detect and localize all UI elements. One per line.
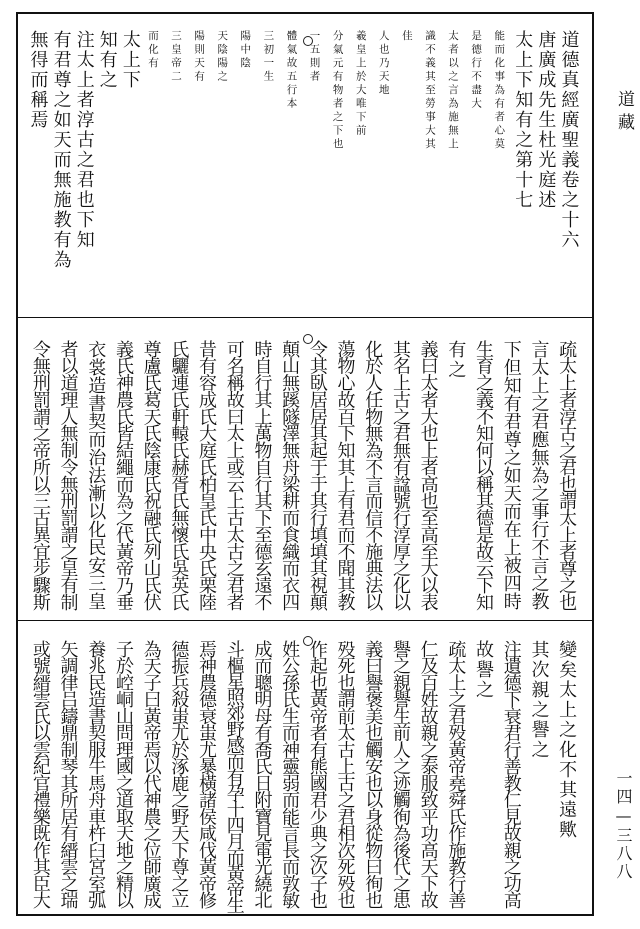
bottom-text-column: 殁死也謂前太古上古之君相次死殁也	[334, 640, 356, 908]
bottom-text-column: 德振兵殺蚩尤於涿鹿之野天下尊之立	[168, 640, 190, 908]
bottom-text-column: 故譽之	[473, 640, 495, 700]
bottom-text-column: 成而聰明母有喬氏日附寶見電光繞北	[251, 640, 273, 908]
middle-text-column: 令無刑罰謂之帝所以三古異宜步驟斯	[29, 340, 51, 610]
middle-text-column: 昔有容成氏大庭氏柏皇氏中央氏栗陸	[196, 340, 218, 610]
top-text-column: 太上下	[119, 30, 141, 90]
top-text-column: 一五則者	[308, 30, 321, 84]
top-text-column: 三初一生	[262, 30, 275, 84]
middle-text-column: 顛山無蹊隧澤無舟梁耕而食織而衣四	[279, 340, 301, 610]
middle-text-column: 其名上古之君無有諡號行淳厚之化以	[389, 340, 411, 610]
top-text-column: 體氣故五行本	[285, 30, 298, 111]
middle-text-column: 令其臥居居其起于于其行填填其視顛	[306, 340, 328, 610]
bottom-text-column: 焉神農德衰蚩尤暴橫諸侯咸伐黃帝修	[196, 640, 218, 908]
top-text-column: 識不義其至勞事大其	[423, 30, 436, 152]
bottom-text-column: 義曰譽褒美也觸安也以身從物曰徇也	[362, 640, 384, 908]
bottom-text-column: 變矣太上之化不其遠歟	[556, 640, 578, 840]
bottom-text-column: 仁及百姓故親之泰服致平功高天下故	[417, 640, 439, 908]
bottom-text-column: 姓公孫氏生而神靈弱而能言長而敦敏	[279, 640, 301, 908]
bottom-text-column: 注遺德下衰君行善教仁見故親之功高	[500, 640, 522, 908]
top-text-column: 知有之	[96, 30, 118, 90]
bottom-text-column: 矢調律吕鑄鼎制琴其所居有縉雲之瑞	[57, 640, 79, 908]
middle-text-column: 下但知有君尊之如天而在上被四時	[500, 340, 522, 610]
top-text-column: 太上下知有之第十七	[512, 30, 534, 210]
middle-text-column: 義曰太者大也上者高也至高至大以表	[417, 340, 439, 610]
bottom-text-column: 子於崆峒山問理國之道取天地之精以	[112, 640, 134, 908]
top-text-column: 有君尊之如天而無施教有為	[50, 30, 72, 270]
bottom-text-column: 養兆民造書契服牛馬舟車杵臼宮室弧	[85, 640, 107, 908]
middle-text-column: 化於人任物無為不言而信不施典法以	[362, 340, 384, 610]
bottom-text-column: 作起也黃帝者有熊國君少典之次子也	[306, 640, 328, 908]
middle-text-column: 者以道理人無制令無刑罰謂之皇有制	[57, 340, 79, 610]
top-text-column: 無得而稱焉	[27, 30, 49, 130]
top-text-column: 陽則天有	[193, 30, 206, 84]
top-text-column: 唐廣成先生杜光庭述	[535, 30, 557, 210]
middle-text-column: 義氏神農氏皆結繩而為之代黃帝乃垂	[112, 340, 134, 610]
margin-collection-label: 道藏	[614, 90, 634, 136]
middle-text-column: 尊盧氏葛天氏陰康氏祝融氏列山氏伏	[140, 340, 162, 610]
middle-text-column: 氏驪連氏軒轅氏赫胥氏無懷氏吳英氏	[168, 340, 190, 610]
top-text-column: 分氣元有物者之下也	[331, 30, 344, 152]
bottom-text-column: 為天子曰黃帝焉以代神農之位師廣成	[140, 640, 162, 908]
margin-page-number: 一四—三八八	[614, 770, 633, 881]
top-text-column: 道德真經廣聖義卷之十六	[558, 30, 580, 250]
section-divider-1	[16, 317, 594, 318]
middle-text-column: 疏太上者淳古之君也謂太上者尊之也	[556, 340, 578, 610]
top-text-column: 太者以之言為施無上	[447, 30, 460, 152]
middle-text-column: 有之	[445, 340, 467, 380]
top-text-column: 三皇帝二	[170, 30, 183, 84]
top-text-column: 佳	[400, 30, 413, 41]
top-text-column: 羲皇上於大唯下前	[354, 30, 367, 138]
middle-text-column: 蕩物心故百下知其上有君而不聞其教	[334, 340, 356, 610]
top-text-column: 陽中陰	[239, 30, 252, 71]
top-text-column: 能而化事為有者心莫	[493, 30, 506, 152]
bottom-text-column: 其次親之譽之	[528, 640, 550, 760]
middle-text-column: 可名稱故曰太上或云上古太古之君者	[223, 340, 245, 610]
bottom-text-column: 疏太上之君殁黃帝堯舜氏作施教行善	[445, 640, 467, 908]
middle-text-column: 生育之義不知何以稱其德是故云下知	[473, 340, 495, 610]
top-text-column: 天陰陽之	[216, 30, 229, 84]
bottom-text-column: 譽之親譽生前人之迹觸徇為後代之患	[389, 640, 411, 908]
section-divider-2	[16, 620, 594, 621]
middle-text-column: 言太上之君應無為之事行不言之教	[528, 340, 550, 610]
middle-text-column: 衣裳造書契而治法漸以化民安三皇	[85, 340, 107, 610]
top-text-column: 注太上者淳古之君也下知	[73, 30, 95, 250]
top-text-column: 是德行不盡大	[470, 30, 483, 111]
middle-text-column: 時自行其上萬物自行其下至德玄遠不	[251, 340, 273, 610]
bottom-text-column: 或號縉雲氏以雲紀官禮樂既作其臣大	[29, 640, 51, 908]
bottom-text-column: 斗樞星照郊野感而有孕十四月而黃帝生	[223, 640, 245, 912]
top-text-column: 人也乃天地	[377, 30, 390, 98]
top-text-column: 而化有	[146, 30, 159, 71]
